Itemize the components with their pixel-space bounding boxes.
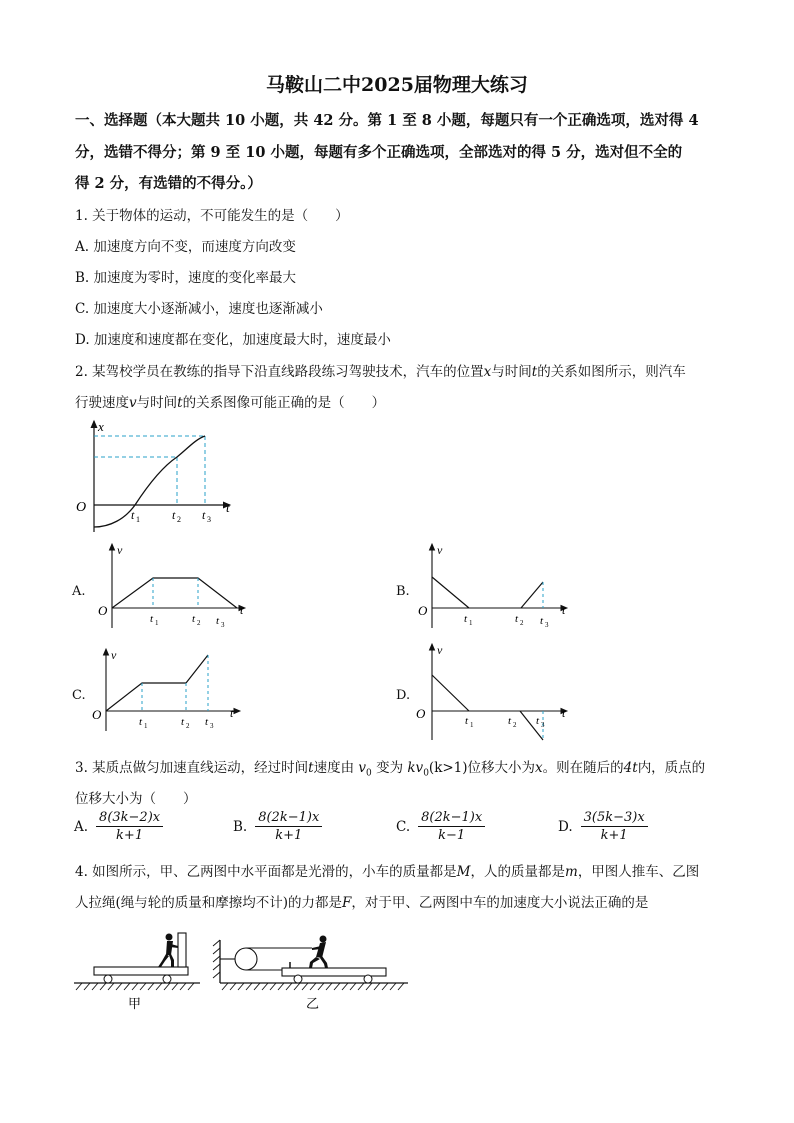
tick-t3: t [216,615,220,627]
tick-t2-sub: 2 [186,722,190,730]
tick-t2: t [192,613,196,625]
person-pulling [309,936,328,969]
sub-0: 0 [366,768,372,779]
numerator: 3(5k−3)x [581,810,648,827]
axis-v: v [437,643,443,657]
q4-text: 人拉绳(绳与轮的质量和摩擦均不计)的力都是 [75,895,343,911]
q2-text: 与时间 [491,364,532,380]
q2-text: 的关系如图所示，则汽车 [537,364,686,380]
q3-stem-line-1 [75,756,705,779]
person-pushing [158,934,178,968]
option-label: B. [233,818,248,835]
tick-t3-sub: 3 [221,621,225,629]
q3-stem-line-2: 位移大小为（ ） [75,791,197,807]
origin-label: O [98,603,108,618]
cart-wheel [364,975,372,983]
velocity-line [521,582,543,608]
tick-t1: t [139,716,143,728]
q3-text: 变为 [376,760,404,776]
tick-t1-sub: 1 [155,619,159,627]
tick-t3: t [536,715,540,727]
position-curve [94,436,205,527]
option-label: C. [396,818,411,835]
cart-wheel [104,975,112,983]
q2-option-d-graph [412,640,572,744]
tick-t1: t [150,613,154,625]
axis-t: t [240,603,244,617]
velocity-line [432,577,469,608]
var-t: t [531,364,538,380]
section-header-line-1: 一、选择题（本大题共 10 小题，共 42 分。第 1 至 8 小题，每题只有一个正确选项，选对得 4 [75,112,699,129]
pulley-wheel [235,948,257,970]
origin-label: O [92,707,102,722]
tick-t1-sub: 1 [470,721,474,729]
wall-hatch [213,940,220,978]
q3-option-a [74,810,163,843]
numerator: 8(3k−2)x [96,810,163,827]
tick-t3-sub: 3 [541,721,545,729]
fraction [255,810,322,843]
var-t: t [308,760,314,776]
tick-t2: t [172,508,176,522]
var-4t: 4t [623,760,638,776]
q2-option-a-label: A. [72,584,86,599]
denominator: k+1 [600,828,628,843]
var-F: F [342,895,352,911]
q1-option-b: B. 加速度为零时，速度的变化率最大 [75,270,297,286]
fraction [581,810,648,843]
denominator: k+1 [275,828,303,843]
var-kv0: kv [407,760,424,776]
numerator: 8(2k−1)x [418,810,485,827]
origin-label: O [76,500,87,515]
q2-text: 2. 某驾校学员在教练的指导下沿直线路段练习驾驶技术，汽车的位置 [75,364,484,380]
q4-stem-line-2 [75,891,648,911]
x-axis-label: t [226,500,230,515]
axis-v: v [117,543,123,557]
tick-t2-sub: 2 [197,619,201,627]
q3-text: 速度由 [313,760,355,776]
q4-text: ，对于甲、乙两图中车的加速度大小说法正确的是 [351,895,649,911]
denominator: k−1 [438,828,466,843]
axis-t: t [562,603,566,617]
q3-text: 内，质点的 [637,760,706,776]
tick-t2-sub: 2 [520,619,524,627]
denominator: k+1 [116,828,144,843]
tick-t1: t [464,613,468,625]
q3-option-c [396,810,485,843]
q2-stem-line-2 [75,391,385,411]
fraction [96,810,163,843]
cart-wall [178,933,186,967]
var-x: x [483,364,492,380]
var-t: t [177,395,183,411]
velocity-line [432,675,469,711]
q2-option-c-label: C. [72,688,86,703]
var-M: M [456,864,471,880]
cart-body [94,967,188,975]
origin-label: O [418,603,428,618]
q2-text: 行驶速度 [75,395,129,411]
tick-t2-sub: 2 [513,721,517,729]
q2-text: 与时间 [136,395,178,411]
origin-label: O [416,706,426,721]
tick-t1: t [131,508,135,522]
tick-t3-sub: 3 [210,722,214,730]
q2-option-a-graph [90,540,250,630]
q4-text: 4. 如图所示，甲、乙两图中水平面都是光滑的，小车的质量都是 [75,864,457,880]
figure-label-jia: 甲 [128,996,142,1011]
tick-t2-sub: 2 [177,515,181,524]
q3-option-b [233,810,322,843]
tick-t2: t [508,715,512,727]
tick-t1: t [465,715,469,727]
q4-text: ，甲图人推车、乙图 [577,864,700,880]
axis-v: v [437,543,443,557]
tick-t3-sub: 3 [207,515,211,524]
var-v: v [129,395,137,411]
q2-text: 的关系图像可能正确的是（ ） [182,395,386,411]
q3-text: (k>1)位移大小为 [428,760,536,776]
q4-stem-line-1 [75,860,699,880]
numerator: 8(2k−1)x [255,810,322,827]
q1-option-d: D. 加速度和速度都在变化，加速度最大时，速度最小 [75,332,391,348]
option-label: D. [558,818,573,835]
axis-t: t [230,706,234,720]
q2-stem-line-1 [75,360,686,380]
tick-t3-sub: 3 [545,621,549,629]
sub-0: 0 [423,768,429,779]
axis-v: v [111,648,117,662]
tick-t2: t [181,716,185,728]
ground-hatch [222,983,404,990]
var-x: x [535,760,543,776]
q1-option-c: C. 加速度大小逐渐减小，速度也逐渐减小 [75,301,323,317]
page-title: 马鞍山二中2025届物理大练习 [266,74,528,96]
tick-t3: t [540,615,544,627]
ground-hatch [76,983,194,990]
q2-option-b-label: B. [396,584,410,599]
q3-option-d [558,810,648,843]
q3-text: 3. 某质点做匀加速直线运动，经过时间 [75,760,309,776]
section-header-line-2: 分，选错不得分；第 9 至 10 小题，每题有多个正确选项，全部选对的得 5 分，选对但不全的 [75,144,683,161]
tick-t2: t [515,613,519,625]
q3-text: 。则在随后的 [542,760,624,776]
tick-t3: t [205,716,209,728]
q4-figure-jia [70,928,205,1018]
q4-text: ，人的质量都是 [470,864,565,880]
y-axis-label: x [98,419,104,434]
option-label: A. [74,818,89,835]
velocity-line [112,578,237,608]
tick-t1-sub: 1 [136,515,140,524]
tick-t1-sub: 1 [469,619,473,627]
cart-wheel [294,975,302,983]
tick-t1-sub: 1 [144,722,148,730]
velocity-line [106,655,208,711]
q1-option-a: A. 加速度方向不变，而速度方向改变 [75,239,296,255]
q1-stem: 1. 关于物体的运动，不可能发生的是（ ） [75,208,349,224]
q2-option-c-graph [90,645,250,735]
figure-label-yi: 乙 [306,996,320,1011]
tick-t3: t [202,508,206,522]
fraction [418,810,485,843]
q2-option-b-graph [412,540,572,630]
q2-option-d-label: D. [396,688,411,703]
var-m: m [565,864,578,880]
velocity-line [520,711,543,740]
section-header-line-3: 得 2 分，有选错的不得分。） [75,175,262,192]
cart-wheel [163,975,171,983]
var-v0: v [358,760,367,776]
q4-figure-yi [208,928,418,1018]
q2-position-time-graph [70,415,240,535]
axis-t: t [562,706,566,720]
